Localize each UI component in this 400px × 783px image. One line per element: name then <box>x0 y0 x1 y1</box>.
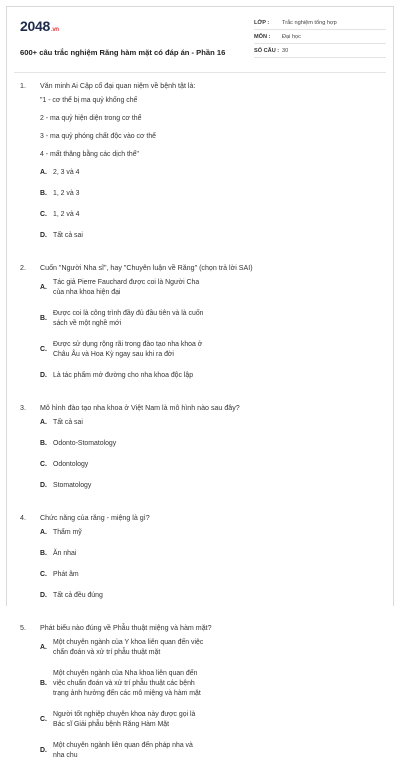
question <box>20 513 376 612</box>
logo-suffix: .vn <box>50 27 59 33</box>
question-number: 5. <box>20 624 26 632</box>
answer-text: Được coi là công trình đầy đủ đầu tiên và là cuốn sách về một nghề mới <box>53 310 204 327</box>
answer-option-d[interactable] <box>40 741 212 761</box>
answer-text: Được sử dụng rộng rãi trong đào tạo nha khoa ở Châu Âu và Hoa Kỳ ngay sau khi ra đời <box>53 341 203 358</box>
question <box>20 81 376 252</box>
meta-row <box>254 44 386 58</box>
answer-option-a[interactable] <box>40 638 212 658</box>
header-divider <box>14 72 386 73</box>
meta-label: MÔN : <box>254 33 271 40</box>
meta-value: Đại học <box>282 33 301 40</box>
answer-letter: D. <box>40 232 47 239</box>
meta-row <box>254 30 386 44</box>
answer-option-c[interactable] <box>40 340 212 360</box>
answer-text: Tất cả đều đúng <box>53 592 103 599</box>
logo-main: 2048 <box>20 18 50 34</box>
document-header <box>14 14 386 66</box>
answer-letter: B. <box>40 440 47 447</box>
answer-option-c[interactable] <box>40 710 212 730</box>
answer-text: Thẩm mỹ <box>53 529 82 536</box>
answer-letter: C. <box>40 211 47 218</box>
answer-text: Odontology <box>53 461 89 468</box>
answer-option-b[interactable] <box>40 669 212 699</box>
answer-letter: A. <box>40 529 47 536</box>
answer-option-d[interactable] <box>40 371 212 381</box>
question-stem <box>20 513 376 523</box>
question-stem <box>20 623 376 633</box>
answer-text: Là tác phẩm mở đường cho nha khoa độc lập <box>53 372 194 379</box>
answer-text: Một chuyên ngành của Y khoa liên quan đến việc chẩn đoán và xử trí phẫu thuật mặt <box>53 639 204 656</box>
answer-letter: D. <box>40 592 47 599</box>
answer-options <box>20 528 376 612</box>
statement: 2 - ma quỷ hiện diện trong cơ thể <box>40 115 142 122</box>
answer-text: Stomatology <box>53 482 92 489</box>
answer-text: 2, 3 và 4 <box>53 169 80 176</box>
answer-text: Tất cả sai <box>53 232 83 239</box>
answer-options <box>20 278 376 392</box>
page-title: 600+ câu trắc nghiệm Răng hàm mặt có đáp án - Phần 16 <box>20 48 226 57</box>
answer-option-c[interactable] <box>40 460 212 470</box>
answer-option-c[interactable] <box>40 210 212 220</box>
answer-letter: C. <box>40 346 47 353</box>
meta-value: 30 <box>282 47 289 54</box>
answer-letter: A. <box>40 419 47 426</box>
meta-label: SỐ CÂU : <box>254 47 280 54</box>
statement: 3 - ma quỷ phóng chất độc vào cơ thể <box>40 133 156 140</box>
answer-text: Tất cả sai <box>53 419 83 426</box>
question-number: 2. <box>20 264 26 272</box>
question-text: Mô hình đào tạo nha khoa ở Việt Nam là mô hình nào sau đây? <box>40 404 240 412</box>
answer-text: Một chuyên ngành của Nha khoa liên quan đến việc chuẩn đoán và xử trí phẫu thuật các bệnh trạng ảnh hưởng đến các mô miệng và hàm mặt <box>53 670 201 697</box>
answer-option-d[interactable] <box>40 231 212 241</box>
question-number: 3. <box>20 404 26 412</box>
answer-letter: B. <box>40 550 47 557</box>
question-stem <box>20 81 376 91</box>
question <box>20 623 376 772</box>
question-number: 4. <box>20 514 26 522</box>
answer-letter: B. <box>40 680 47 687</box>
answer-letter: C. <box>40 571 47 578</box>
answer-option-b[interactable] <box>40 189 212 199</box>
meta-table <box>254 16 386 58</box>
statement: "1 - cơ thể bị ma quỷ khống chế <box>40 97 138 104</box>
answer-option-a[interactable] <box>40 528 212 538</box>
question <box>20 403 376 502</box>
answer-text: Odonto-Stomatology <box>53 440 117 447</box>
question <box>20 263 376 392</box>
answer-option-c[interactable] <box>40 570 212 580</box>
answer-letter: C. <box>40 716 47 723</box>
meta-value: Trắc nghiệm tổng hợp <box>282 19 337 26</box>
answer-option-b[interactable] <box>40 549 212 559</box>
answer-options <box>20 168 376 252</box>
answer-option-a[interactable] <box>40 418 212 428</box>
answer-letter: B. <box>40 315 47 322</box>
answer-text: Một chuyên ngành liên quan đến pháp nha và nha chu <box>53 742 193 759</box>
answer-text: Tác giả Pierre Fauchard được coi là Người Cha của nha khoa hiện đại <box>53 279 200 296</box>
answer-options <box>20 638 376 772</box>
answer-letter: A. <box>40 284 47 291</box>
statement-list <box>20 96 376 160</box>
question-list <box>20 81 376 783</box>
answer-letter: D. <box>40 372 47 379</box>
answer-text: Người tốt nghiệp chuyên khoa này được gọi là Bác sĩ Giải phẫu bệnh Răng Hàm Mặt <box>53 711 196 728</box>
site-logo[interactable] <box>20 18 59 34</box>
meta-row <box>254 16 386 30</box>
answer-option-a[interactable] <box>40 278 212 298</box>
question-number: 1. <box>20 82 26 90</box>
answer-options <box>20 418 376 502</box>
answer-option-b[interactable] <box>40 309 212 329</box>
answer-letter: D. <box>40 482 47 489</box>
answer-option-d[interactable] <box>40 591 212 601</box>
question-text: Cuốn "Người Nha sĩ", hay "Chuyên luận về Răng" (chọn trả lời SAI) <box>40 264 253 272</box>
answer-text: 1, 2 và 3 <box>53 190 80 197</box>
statement: 4 - mất thăng bằng các dịch thể" <box>40 151 139 158</box>
question-text: Văn minh Ai Cập cổ đại quan niệm về bệnh tật là: <box>40 82 196 90</box>
answer-option-b[interactable] <box>40 439 212 449</box>
question-text: Phát biểu nào đúng về Phẫu thuật miệng và hàm mặt? <box>40 624 212 632</box>
answer-letter: B. <box>40 190 47 197</box>
question-stem <box>20 403 376 413</box>
answer-option-a[interactable] <box>40 168 212 178</box>
answer-letter: A. <box>40 169 47 176</box>
question-text: Chức năng của răng - miệng là gì? <box>40 514 150 522</box>
question-stem <box>20 263 376 273</box>
answer-letter: A. <box>40 644 47 651</box>
answer-text: Phát âm <box>53 571 79 578</box>
answer-letter: D. <box>40 747 47 754</box>
answer-letter: C. <box>40 461 47 468</box>
answer-option-d[interactable] <box>40 481 212 491</box>
answer-text: Ăn nhai <box>53 550 77 557</box>
answer-text: 1, 2 và 4 <box>53 211 80 218</box>
meta-label: LỚP : <box>254 19 270 26</box>
